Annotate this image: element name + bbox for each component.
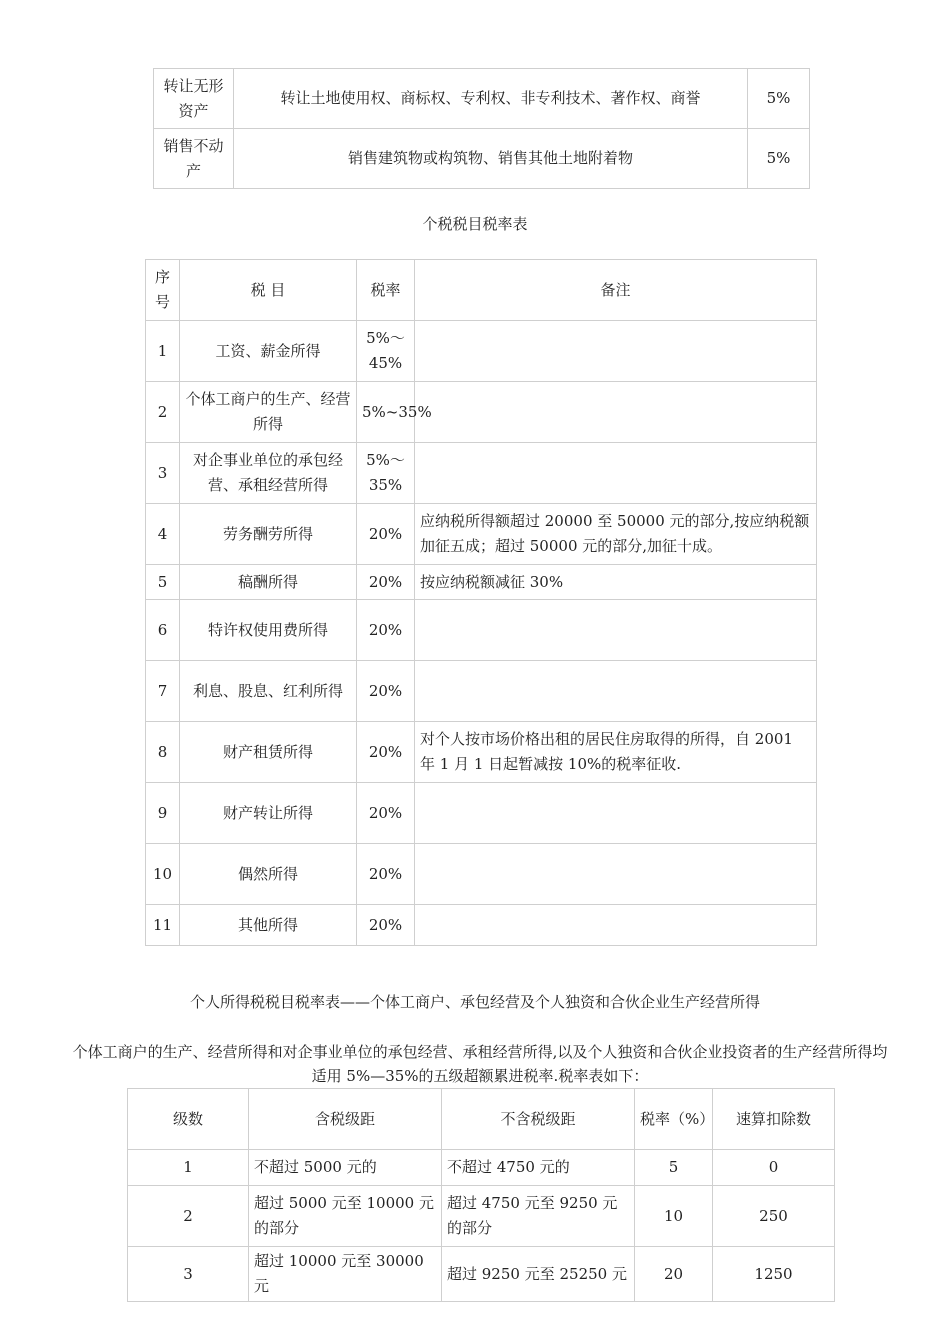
item-cell: 财产转让所得 [180,783,357,844]
header-incl: 含税级距 [249,1089,442,1150]
table-header-row [146,260,817,321]
table-row [128,1150,835,1186]
table-row [128,1247,835,1302]
rate-cell: 20% [357,905,415,946]
item-cell: 转让无形资产 [154,69,234,129]
item-cell: 利息、股息、红利所得 [180,661,357,722]
header-item: 税 目 [180,260,357,321]
no-cell: 10 [146,844,180,905]
biz-progressive-rate-table [127,1088,835,1302]
table-row [146,783,817,844]
note-cell [415,844,817,905]
note-cell [415,443,817,504]
note-cell [415,905,817,946]
rate-cell: 5% [748,129,810,189]
scope-cell: 转让土地使用权、商标权、专利权、非专利技术、著作权、商誉 [234,69,748,129]
no-cell: 5 [146,565,180,600]
table-row [146,722,817,783]
item-cell: 销售不动产 [154,129,234,189]
rate-cell: 20% [357,661,415,722]
no-cell: 1 [146,321,180,382]
item-cell: 劳务酬劳所得 [180,504,357,565]
rate-cell: 5%～45% [357,321,415,382]
rate-cell: 5% [748,69,810,129]
table-row [146,844,817,905]
table-row [146,504,817,565]
table-row [146,443,817,504]
level-cell: 3 [128,1247,249,1302]
iit-rate-table [145,259,817,946]
business-tax-table-continuation [153,68,810,189]
note-cell [415,661,817,722]
item-cell: 特许权使用费所得 [180,600,357,661]
note-cell [415,382,817,443]
note-cell [415,783,817,844]
table-row [128,1186,835,1247]
table-row [146,321,817,382]
excl-cell: 不超过 4750 元的 [442,1150,635,1186]
excl-cell: 超过 4750 元至 9250 元的部分 [442,1186,635,1247]
rate-cell: 5%~35% [357,382,415,443]
incl-cell: 超过 10000 元至 30000 元 [249,1247,442,1302]
table-row [154,129,810,189]
incl-cell: 不超过 5000 元的 [249,1150,442,1186]
no-cell: 6 [146,600,180,661]
rate-cell: 20% [357,844,415,905]
scope-cell: 销售建筑物或构筑物、销售其他土地附着物 [234,129,748,189]
item-cell: 偶然所得 [180,844,357,905]
note-cell: 应纳税所得额超过 20000 至 50000 元的部分,按应纳税额加征五成；超过 50000 元的部分,加征十成。 [415,504,817,565]
level-cell: 2 [128,1186,249,1247]
deduct-cell: 250 [713,1186,835,1247]
item-cell: 个体工商户的生产、经营所得 [180,382,357,443]
table-row [146,565,817,600]
item-cell: 对企事业单位的承包经营、承租经营所得 [180,443,357,504]
rate-cell: 20% [357,504,415,565]
header-deduct: 速算扣除数 [713,1089,835,1150]
note-cell: 对个人按市场价格出租的居民住房取得的所得，自 2001 年 1 月 1 日起暂减按 10%的税率征收. [415,722,817,783]
header-note: 备注 [415,260,817,321]
deduct-cell: 1250 [713,1247,835,1302]
header-rate: 税率（%） [635,1089,713,1150]
rate-cell: 5 [635,1150,713,1186]
item-cell: 稿酬所得 [180,565,357,600]
level-cell: 1 [128,1150,249,1186]
rate-cell: 20 [635,1247,713,1302]
rate-cell: 10 [635,1186,713,1247]
table-row [146,382,817,443]
header-excl: 不含税级距 [442,1089,635,1150]
no-cell: 11 [146,905,180,946]
biz-table-title: 个人所得税税目税率表——个体工商户、承包经营及个人独资和合伙企业生产经营所得 [189,993,760,1011]
incl-cell: 超过 5000 元至 10000 元的部分 [249,1186,442,1247]
item-cell: 财产租赁所得 [180,722,357,783]
biz-intro-paragraph: 个体工商户的生产、经营所得和对企事业单位的承包经营、承租经营所得,以及个人独资和合伙企业投资者的生产经营所得均适用 5%—35%的五级超额累进税率.税率表如下： [72,1043,888,1085]
header-no: 序号 [146,260,180,321]
note-cell [415,600,817,661]
table-row [146,905,817,946]
header-level: 级数 [128,1089,249,1150]
no-cell: 7 [146,661,180,722]
table-row [146,661,817,722]
no-cell: 9 [146,783,180,844]
no-cell: 4 [146,504,180,565]
item-cell: 工资、薪金所得 [180,321,357,382]
table-header-row [128,1089,835,1150]
rate-cell: 20% [357,722,415,783]
no-cell: 3 [146,443,180,504]
excl-cell: 超过 9250 元至 25250 元 [442,1247,635,1302]
rate-cell: 5%～35% [357,443,415,504]
header-rate: 税率 [357,260,415,321]
rate-cell: 20% [357,565,415,600]
iit-table-title: 个税税目税率表 [422,215,528,233]
item-cell: 其他所得 [180,905,357,946]
note-cell: 按应纳税额减征 30% [415,565,817,600]
deduct-cell: 0 [713,1150,835,1186]
table-row [146,600,817,661]
rate-cell: 20% [357,783,415,844]
no-cell: 8 [146,722,180,783]
note-cell [415,321,817,382]
no-cell: 2 [146,382,180,443]
table-row [154,69,810,129]
rate-cell: 20% [357,600,415,661]
